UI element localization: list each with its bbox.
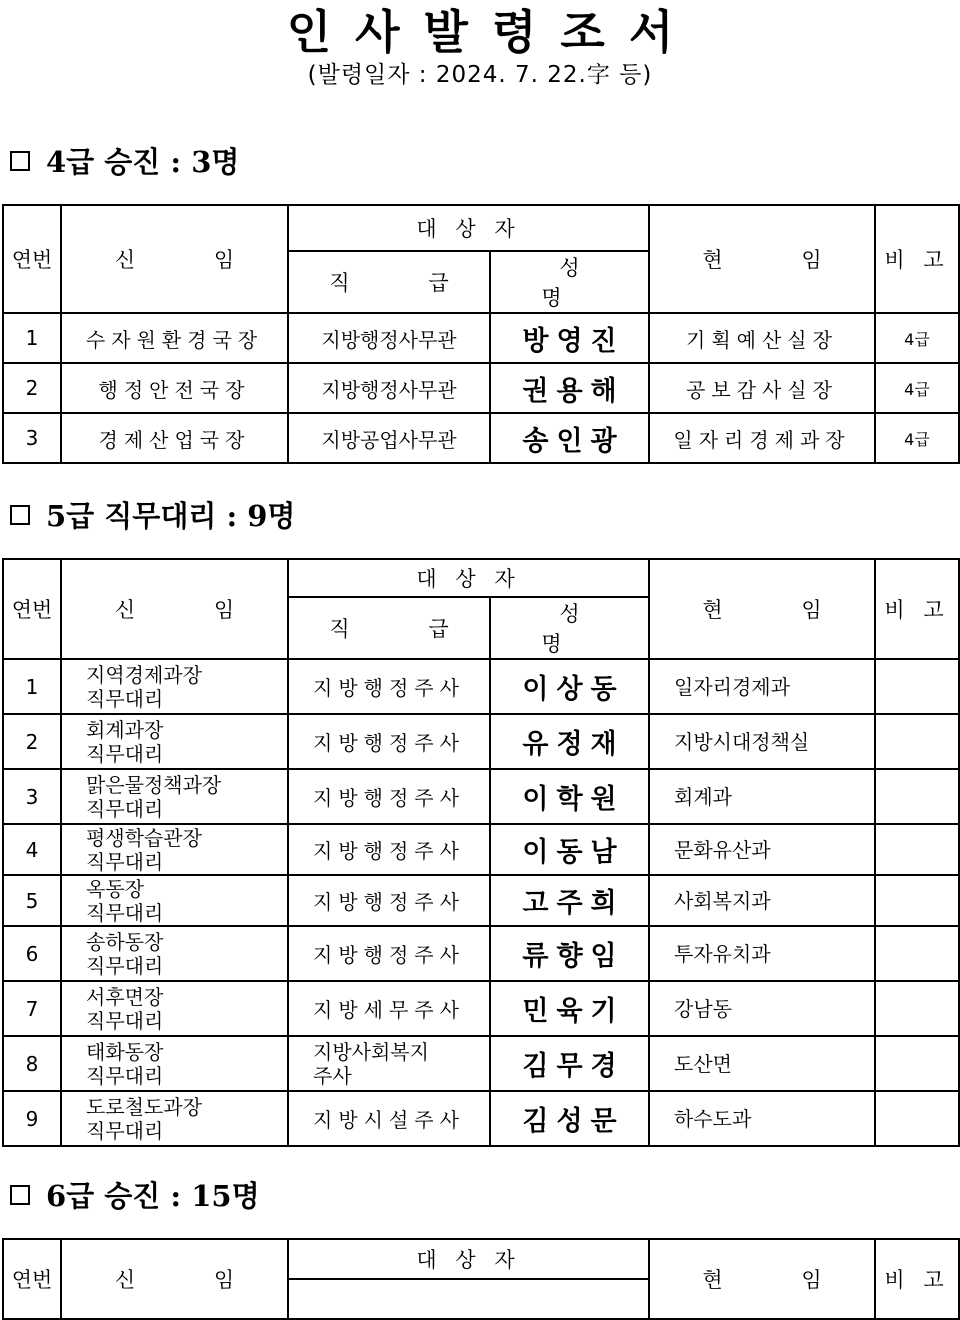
row-note [875,1091,959,1146]
row-current [649,1036,875,1091]
document-subtitle: (발령일자 : 2024. 7. 22.字 등) [307,62,653,88]
row-name: 고주희 [490,875,649,926]
row-new-post-line2: 직무대리 [86,741,164,766]
checkbox-square-icon [10,1185,30,1205]
header-no: 연번 [3,1239,61,1319]
row-new-post-line2: 직무대리 [86,796,164,821]
row-note: 4급 [875,363,959,413]
row-new-post-line1: 서후면장 [86,984,164,1009]
header-current: 현 임 [649,559,875,659]
row-new-post-line2: 직무대리 [86,1008,164,1033]
row-new-post [61,659,288,714]
row-current: 기획예산실장 [649,313,875,363]
row-new-post [61,1091,288,1146]
row-new-post-line1: 옥동장 [86,876,144,901]
document-title: 인사발령조서 [286,5,698,59]
section-heading-5grade: 5급 직무대리 : 9명 [10,498,295,534]
header-target: 대 상 자 [288,205,649,251]
row-new-post-line1: 평생학습관장 [86,825,202,850]
table-row [3,363,959,413]
row-current: 공보감사실장 [649,363,875,413]
row-no: 4 [3,824,61,875]
header-name: 성 명 [490,251,649,313]
row-rank: 지방행정주사 [288,659,490,714]
row-note: 4급 [875,313,959,363]
row-no: 2 [3,714,61,769]
row-rank: 지방시설주사 [288,1091,490,1146]
header-new-post: 신 임 [61,1239,288,1319]
row-rank: 지방행정주사 [288,926,490,981]
row-name: 이학원 [490,769,649,824]
row-new-post-line2: 직무대리 [86,900,164,925]
row-note [875,769,959,824]
row-rank: 지방공업사무관 [288,413,490,463]
header-note: 비 고 [875,559,959,659]
header-no: 연번 [3,559,61,659]
row-note [875,824,959,875]
row-rank: 지방행정주사 [288,714,490,769]
row-new-post [61,926,288,981]
row-current [649,875,875,926]
row-current [649,714,875,769]
row-name: 송인광 [490,413,649,463]
table-4grade-promotion [2,204,960,464]
row-new-post-line1: 도로철도과장 [86,1094,202,1119]
row-no: 1 [3,659,61,714]
row-new-post [61,875,288,926]
section-heading-4grade: 4급 승진 : 3명 [10,144,239,180]
row-new-post: 경제산업국장 [61,413,288,463]
row-current-text: 회계과 [674,784,732,809]
header-note: 비 고 [875,205,959,313]
header-rank: 직 급 [288,597,490,659]
row-current-text: 강남동 [674,996,732,1021]
row-new-post-line2: 직무대리 [86,1118,164,1143]
row-current [649,981,875,1036]
row-no: 2 [3,363,61,413]
row-rank: 지방행정주사 [288,824,490,875]
row-rank: 지방세무주사 [288,981,490,1036]
row-rank: 지방행정주사 [288,875,490,926]
section-heading-6grade: 6급 승진 : 15명 [10,1178,260,1214]
row-name: 방영진 [490,313,649,363]
row-rank [288,1036,490,1091]
checkbox-square-icon [10,505,30,525]
row-no: 9 [3,1091,61,1146]
row-no: 5 [3,875,61,926]
table-row [3,769,959,824]
row-rank-line1: 지방사회복지 [313,1039,429,1064]
row-rank: 지방행정주사 [288,769,490,824]
table-6grade-promotion [2,1238,960,1320]
row-new-post-line1: 맑은물정책과장 [86,772,222,797]
row-current-text: 투자유치과 [674,941,771,966]
row-current: 일자리경제과장 [649,413,875,463]
table-row [3,824,959,875]
row-note [875,981,959,1036]
row-new-post-line2: 직무대리 [86,686,164,711]
row-name: 이상동 [490,659,649,714]
row-current-text: 문화유산과 [674,837,771,862]
table-row [3,413,959,463]
header-rank: 직 급 [288,251,490,313]
header-name: 성 명 [490,597,649,659]
row-current [649,1091,875,1146]
row-rank: 지방행정사무관 [288,363,490,413]
row-new-post-line2: 직무대리 [86,849,164,874]
row-no: 1 [3,313,61,363]
header-target: 대 상 자 [288,1239,649,1279]
row-current-text: 도산면 [674,1051,732,1076]
row-name: 민육기 [490,981,649,1036]
row-note [875,926,959,981]
row-name: 이동남 [490,824,649,875]
table-5grade-acting [2,558,960,1147]
header-subrow [288,1279,649,1319]
row-new-post [61,769,288,824]
header-note: 비 고 [875,1239,959,1319]
row-note [875,875,959,926]
row-new-post-line1: 송하동장 [86,929,164,954]
table-row [3,926,959,981]
header-target: 대 상 자 [288,559,649,597]
row-new-post [61,981,288,1036]
row-name: 유정재 [490,714,649,769]
row-new-post [61,824,288,875]
row-new-post-line1: 태화동장 [86,1039,164,1064]
row-note [875,1036,959,1091]
header-current: 현 임 [649,1239,875,1319]
header-current: 현 임 [649,205,875,313]
row-name: 김성문 [490,1091,649,1146]
row-no: 8 [3,1036,61,1091]
row-new-post [61,714,288,769]
table-row [3,313,959,363]
row-note [875,659,959,714]
row-current [649,769,875,824]
row-new-post-line1: 지역경제과장 [86,662,202,687]
table-row [3,981,959,1036]
row-current [649,926,875,981]
row-current [649,824,875,875]
row-rank-line2: 주사 [313,1063,352,1088]
row-note: 4급 [875,413,959,463]
row-new-post-line2: 직무대리 [86,1063,164,1088]
row-name: 류향임 [490,926,649,981]
header-new-post: 신 임 [61,205,288,313]
row-no: 7 [3,981,61,1036]
row-no: 6 [3,926,61,981]
row-current-text: 일자리경제과 [674,674,790,699]
row-new-post: 행정안전국장 [61,363,288,413]
row-rank: 지방행정사무관 [288,313,490,363]
row-current-text: 지방시대정책실 [674,729,810,754]
row-no: 3 [3,769,61,824]
checkbox-square-icon [10,151,30,171]
table-row [3,875,959,926]
row-current-text: 하수도과 [674,1106,752,1131]
header-no: 연번 [3,205,61,313]
row-new-post-line2: 직무대리 [86,953,164,978]
row-name: 권용해 [490,363,649,413]
row-new-post-line1: 회계과장 [86,717,164,742]
table-row [3,1091,959,1146]
row-current-text: 사회복지과 [674,888,771,913]
row-no: 3 [3,413,61,463]
row-new-post [61,1036,288,1091]
table-row [3,714,959,769]
row-new-post: 수자원환경국장 [61,313,288,363]
table-row [3,659,959,714]
header-new-post: 신 임 [61,559,288,659]
table-row [3,1036,959,1091]
row-current [649,659,875,714]
row-note [875,714,959,769]
row-name: 김무경 [490,1036,649,1091]
